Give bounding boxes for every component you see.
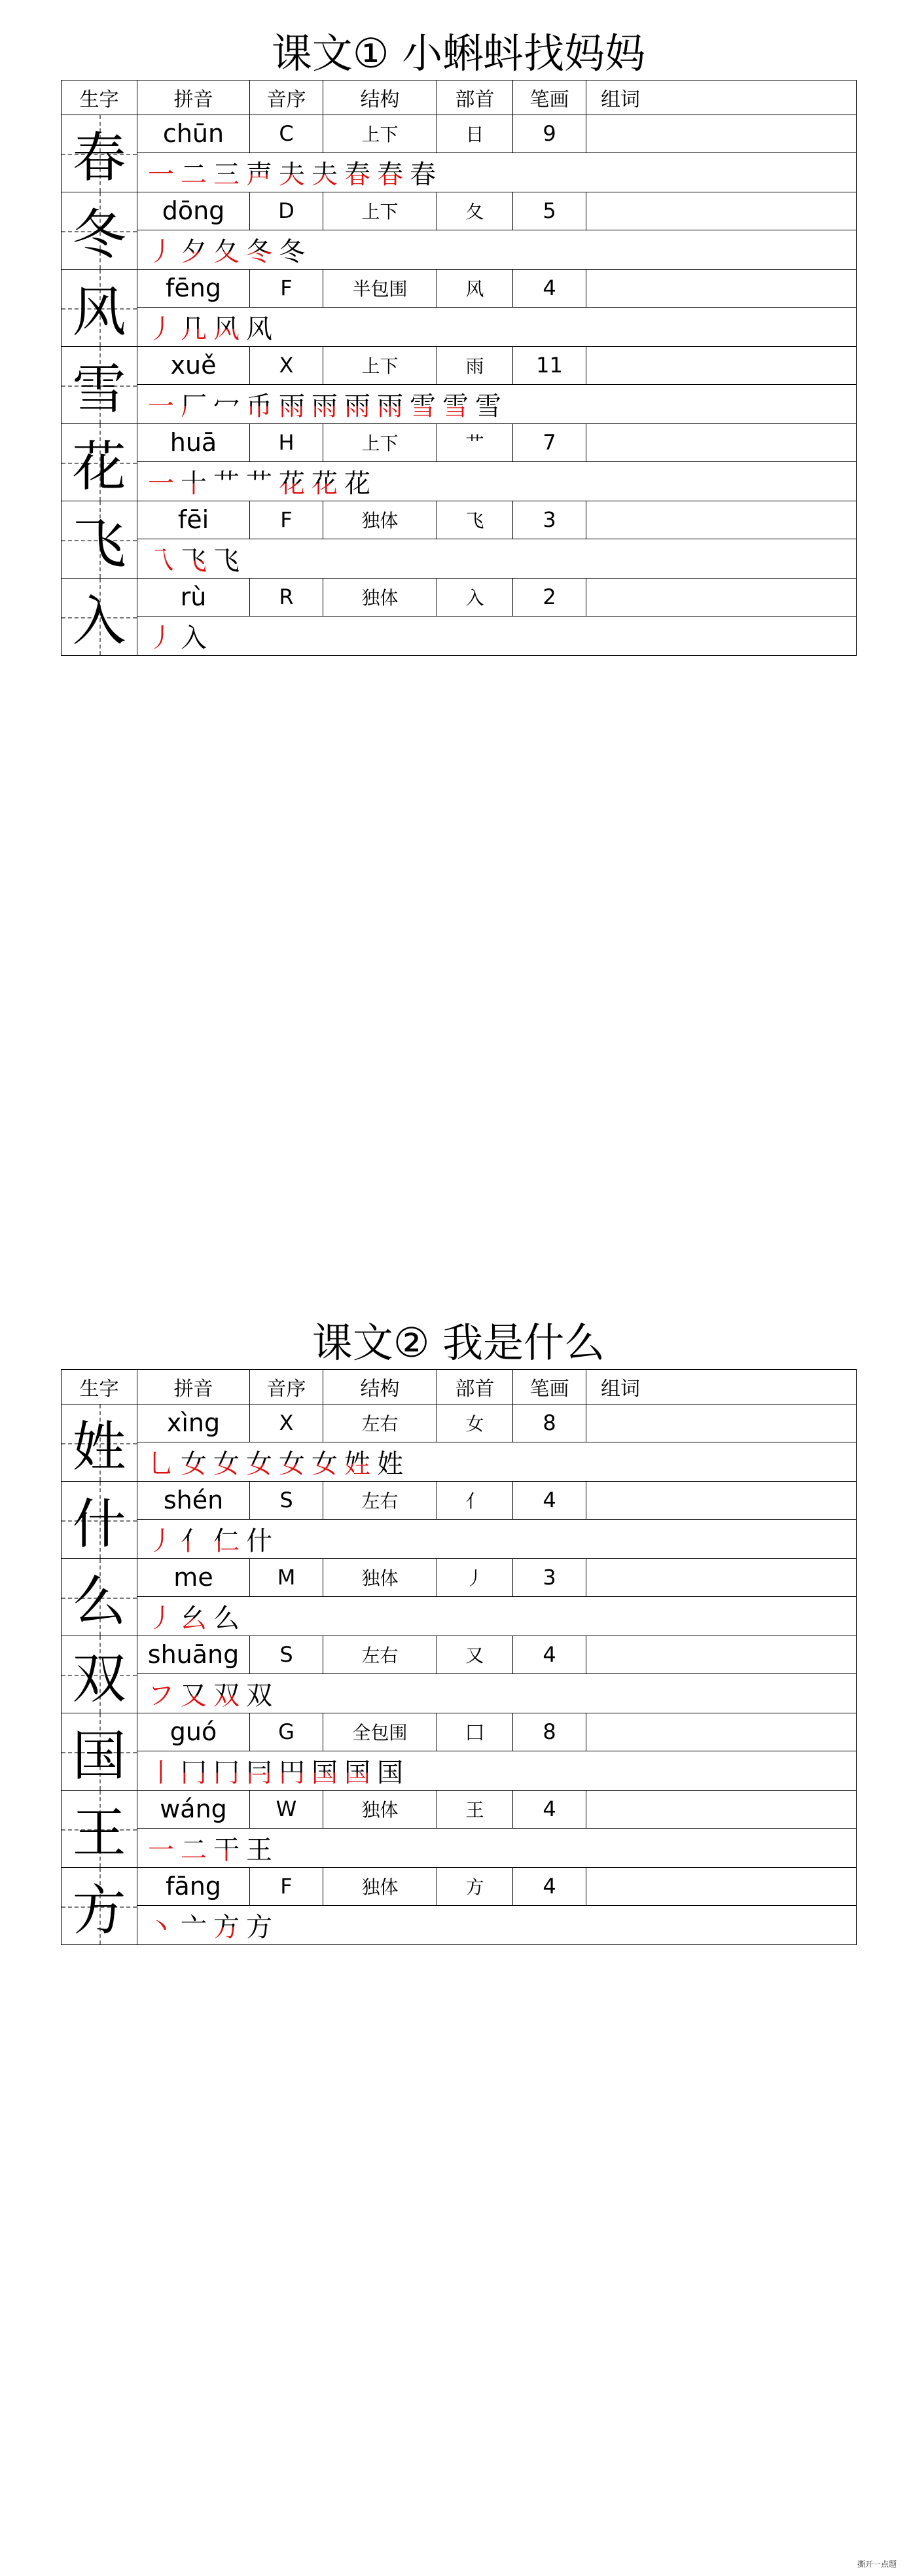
- character: 么: [72, 1571, 126, 1633]
- character: 雪: [72, 359, 126, 421]
- character: 风: [72, 281, 126, 344]
- character-table: [61, 1369, 857, 1945]
- bihua-cell: 3: [513, 501, 586, 539]
- character-cell: [62, 1868, 137, 1945]
- header-yinxu: 音序: [250, 1370, 323, 1404]
- stroke-step: 冬: [279, 236, 305, 267]
- stroke-step: 冬: [246, 231, 272, 268]
- table-row: [62, 115, 857, 153]
- stroke-order-row: [62, 1519, 857, 1558]
- lesson-title: 课文② 我是什么: [312, 1319, 605, 1367]
- header-row: [62, 1370, 857, 1404]
- jiegou-cell: 独体: [323, 1868, 437, 1906]
- character-cell: [62, 347, 137, 424]
- bihua-cell: 2: [513, 579, 586, 617]
- table-row: [62, 192, 857, 230]
- stroke-order-cell: [137, 1828, 857, 1867]
- header-bushou: 部首: [437, 1370, 513, 1404]
- bushou-cell: 风: [437, 270, 513, 308]
- character: 王: [72, 1802, 126, 1865]
- stroke-step: 艹: [246, 463, 272, 500]
- bushou-cell: 亻: [437, 1482, 513, 1520]
- yinxu-cell: F: [250, 1868, 323, 1906]
- jiegou-cell: 上下: [323, 115, 437, 153]
- stroke-step: 二: [181, 1829, 207, 1867]
- stroke-order-row: [62, 461, 857, 501]
- jiegou-cell: 半包围: [323, 270, 437, 308]
- stroke-order-row: [62, 152, 857, 192]
- table-row: [62, 1868, 857, 1906]
- yinxu-cell: S: [250, 1636, 323, 1674]
- stroke-order-cell: [137, 1596, 857, 1636]
- zuci-cell: [586, 1713, 857, 1751]
- stroke-order-cell: [137, 1751, 857, 1790]
- bushou-cell: 雨: [437, 347, 513, 385]
- stroke-order-row: [62, 1751, 857, 1790]
- character: 春: [72, 127, 126, 189]
- header-pinyin: 拼音: [137, 80, 250, 115]
- pinyin-cell: guó: [137, 1713, 250, 1751]
- stroke-step: 雨: [279, 385, 305, 423]
- stroke-step: 花: [279, 463, 305, 500]
- character-cell: [62, 192, 137, 270]
- stroke-step: 夫: [312, 154, 338, 191]
- jiegou-cell: 上下: [323, 347, 437, 385]
- table-row: [62, 579, 857, 617]
- lesson-1: [61, 27, 856, 656]
- character: 方: [72, 1880, 126, 1942]
- stroke-step: 夂: [213, 231, 240, 268]
- character-cell: [62, 1636, 137, 1713]
- stroke-step: 双: [213, 1675, 240, 1712]
- stroke-order-cell: [137, 384, 857, 423]
- character: 入: [72, 590, 126, 653]
- stroke-step: 雨: [377, 385, 403, 423]
- stroke-step: 乚: [148, 1448, 174, 1479]
- table-row: [62, 347, 857, 385]
- header-zuci: 组词: [586, 80, 857, 115]
- stroke-order-row: [62, 1828, 857, 1867]
- stroke-step: 春: [410, 159, 436, 190]
- jiegou-cell: 左右: [323, 1404, 437, 1442]
- stroke-step: 风: [246, 313, 272, 344]
- yinxu-cell: R: [250, 579, 323, 617]
- jiegou-cell: 独体: [323, 1559, 437, 1597]
- header-jiegou: 结构: [323, 1370, 437, 1404]
- stroke-step: 女: [181, 1443, 207, 1480]
- stroke-step: 么: [213, 1603, 240, 1634]
- bihua-cell: 9: [513, 115, 586, 153]
- character-cell: [62, 1404, 137, 1482]
- stroke-step: 仁: [213, 1520, 240, 1558]
- table-row: [62, 501, 857, 539]
- stroke-step: 方: [246, 1912, 272, 1942]
- yinxu-cell: G: [250, 1713, 323, 1751]
- stroke-step: 声: [246, 154, 272, 191]
- zuci-cell: [586, 270, 857, 308]
- stroke-step: 双: [246, 1680, 272, 1711]
- stroke-step: 亻: [181, 1520, 207, 1558]
- bihua-cell: 4: [513, 1636, 586, 1674]
- stroke-step: 风: [213, 308, 240, 346]
- bushou-cell: 艹: [437, 424, 513, 462]
- zuci-cell: [586, 579, 857, 617]
- character-cell: [62, 1791, 137, 1868]
- stroke-step: 雪: [475, 391, 501, 421]
- stroke-step: 冖: [213, 385, 240, 423]
- pinyin-cell: fēng: [137, 270, 250, 308]
- character-cell: [62, 579, 137, 656]
- lesson-title: 课文① 小蝌蚪找妈妈: [271, 29, 646, 77]
- yinxu-cell: W: [250, 1791, 323, 1829]
- jiegou-cell: 独体: [323, 579, 437, 617]
- table-row: [62, 1636, 857, 1674]
- table-row: [62, 270, 857, 308]
- stroke-step: 一: [148, 159, 174, 190]
- stroke-step: 冂: [181, 1752, 207, 1789]
- zuci-cell: [586, 501, 857, 539]
- table-row: [62, 1791, 857, 1829]
- bihua-cell: 7: [513, 424, 586, 462]
- stroke-order-row: [62, 1673, 857, 1713]
- stroke-order-cell: [137, 307, 857, 346]
- stroke-step: 冃: [246, 1752, 272, 1789]
- stroke-step: 国: [344, 1752, 370, 1789]
- yinxu-cell: F: [250, 270, 323, 308]
- bihua-cell: 8: [513, 1404, 586, 1442]
- stroke-step: 厂: [181, 385, 207, 423]
- stroke-step: 女: [246, 1443, 272, 1480]
- zuci-cell: [586, 424, 857, 462]
- stroke-step: 干: [213, 1829, 240, 1867]
- stroke-step: 雪: [410, 385, 436, 423]
- stroke-step: 花: [344, 468, 370, 499]
- stroke-order-row: [62, 307, 857, 346]
- table-body: [62, 115, 857, 656]
- character: 姓: [72, 1416, 126, 1478]
- zuci-cell: [586, 1482, 857, 1520]
- stroke-step: 円: [279, 1752, 305, 1789]
- stroke-step: 又: [181, 1675, 207, 1712]
- stroke-order-row: [62, 1905, 857, 1944]
- character: 什: [72, 1494, 126, 1556]
- bushou-cell: 王: [437, 1791, 513, 1829]
- character-cell: [62, 1482, 137, 1559]
- character-cell: [62, 270, 137, 347]
- zuci-cell: [586, 1791, 857, 1829]
- stroke-step: 女: [312, 1443, 338, 1480]
- yinxu-cell: M: [250, 1559, 323, 1597]
- header-jiegou: 结构: [323, 80, 437, 115]
- lesson-2: [61, 1317, 856, 1945]
- character: 飞: [72, 513, 126, 575]
- pinyin-cell: xuě: [137, 347, 250, 385]
- zuci-cell: [586, 115, 857, 153]
- stroke-step: 冂: [213, 1752, 240, 1789]
- stroke-step: 方: [213, 1906, 240, 1944]
- yinxu-cell: H: [250, 424, 323, 462]
- bushou-cell: 入: [437, 579, 513, 617]
- stroke-order-cell: [137, 539, 857, 578]
- stroke-step: 飞: [213, 545, 240, 576]
- pinyin-cell: fēi: [137, 501, 250, 539]
- stroke-step: 三: [213, 154, 240, 191]
- jiegou-cell: 上下: [323, 424, 437, 462]
- bihua-cell: 4: [513, 1482, 586, 1520]
- character-cell: [62, 1713, 137, 1791]
- pinyin-cell: shén: [137, 1482, 250, 1520]
- bushou-cell: 女: [437, 1404, 513, 1442]
- stroke-step: 入: [181, 622, 207, 653]
- stroke-step: 亠: [181, 1906, 207, 1944]
- bihua-cell: 8: [513, 1713, 586, 1751]
- stroke-step: 姓: [344, 1443, 370, 1480]
- stroke-order-cell: [137, 1442, 857, 1481]
- stroke-order-cell: [137, 230, 857, 269]
- stroke-step: 几: [181, 308, 207, 346]
- stroke-order-cell: [137, 461, 857, 501]
- stroke-step: 王: [246, 1834, 272, 1865]
- stroke-step: 一: [148, 1834, 174, 1865]
- stroke-order-row: [62, 1442, 857, 1481]
- bushou-cell: 日: [437, 115, 513, 153]
- stroke-step: 二: [181, 154, 207, 191]
- stroke-order-cell: [137, 152, 857, 192]
- jiegou-cell: 全包围: [323, 1713, 437, 1751]
- pinyin-cell: me: [137, 1559, 250, 1597]
- stroke-order-row: [62, 616, 857, 655]
- stroke-step: 女: [279, 1443, 305, 1480]
- stroke-step: 幺: [181, 1598, 207, 1635]
- pinyin-cell: wáng: [137, 1791, 250, 1829]
- bushou-cell: 又: [437, 1636, 513, 1674]
- character-cell: [62, 501, 137, 579]
- pinyin-cell: shuāng: [137, 1636, 250, 1674]
- bihua-cell: 11: [513, 347, 586, 385]
- zuci-cell: [586, 1404, 857, 1442]
- zuci-cell: [586, 1559, 857, 1597]
- stroke-step: 夕: [181, 231, 207, 268]
- bihua-cell: 3: [513, 1559, 586, 1597]
- stroke-step: 丿: [148, 1603, 174, 1634]
- pinyin-cell: xìng: [137, 1404, 250, 1442]
- stroke-step: 丿: [148, 1526, 174, 1556]
- stroke-order-cell: [137, 1673, 857, 1713]
- bushou-cell: 夂: [437, 192, 513, 230]
- stroke-step: 雨: [312, 385, 338, 423]
- character: 冬: [72, 204, 126, 266]
- table-body: [62, 1404, 857, 1945]
- jiegou-cell: 左右: [323, 1482, 437, 1520]
- footer-note: 撕开一点题: [857, 2560, 897, 2569]
- stroke-step: 艹: [213, 463, 240, 500]
- character: 双: [72, 1648, 126, 1710]
- stroke-step: 花: [312, 463, 338, 500]
- yinxu-cell: S: [250, 1482, 323, 1520]
- yinxu-cell: X: [250, 347, 323, 385]
- stroke-step: フ: [148, 1680, 174, 1711]
- bihua-cell: 5: [513, 192, 586, 230]
- stroke-step: 一: [148, 468, 174, 499]
- bushou-cell: 丿: [437, 1559, 513, 1597]
- pinyin-cell: fāng: [137, 1868, 250, 1906]
- yinxu-cell: F: [250, 501, 323, 539]
- zuci-cell: [586, 192, 857, 230]
- bihua-cell: 4: [513, 270, 586, 308]
- table-row: [62, 1559, 857, 1597]
- jiegou-cell: 上下: [323, 192, 437, 230]
- character-cell: [62, 424, 137, 501]
- stroke-step: 币: [246, 385, 272, 423]
- table-row: [62, 1713, 857, 1751]
- yinxu-cell: X: [250, 1404, 323, 1442]
- stroke-order-cell: [137, 1519, 857, 1558]
- stroke-step: 女: [213, 1443, 240, 1480]
- yinxu-cell: C: [250, 115, 323, 153]
- stroke-step: 丶: [148, 1912, 174, 1942]
- header-zuci: 组词: [586, 1370, 857, 1404]
- stroke-order-cell: [137, 616, 857, 655]
- header-bihua: 笔画: [513, 80, 586, 115]
- stroke-step: 乁: [148, 545, 174, 576]
- stroke-order-cell: [137, 1905, 857, 1944]
- bihua-cell: 4: [513, 1868, 586, 1906]
- pinyin-cell: huā: [137, 424, 250, 462]
- header-shengzi: 生字: [62, 1370, 137, 1404]
- jiegou-cell: 独体: [323, 501, 437, 539]
- stroke-step: 十: [181, 463, 207, 500]
- stroke-order-row: [62, 230, 857, 269]
- pinyin-cell: chūn: [137, 115, 250, 153]
- stroke-order-row: [62, 539, 857, 578]
- bihua-cell: 4: [513, 1791, 586, 1829]
- stroke-step: 春: [344, 154, 370, 191]
- bushou-cell: 囗: [437, 1713, 513, 1751]
- stroke-step: 丿: [148, 313, 174, 344]
- table-row: [62, 1482, 857, 1520]
- character: 花: [72, 436, 126, 498]
- jiegou-cell: 独体: [323, 1791, 437, 1829]
- header-row: [62, 80, 857, 115]
- character: 国: [72, 1725, 126, 1787]
- header-bihua: 笔画: [513, 1370, 586, 1404]
- character-cell: [62, 115, 137, 192]
- table-row: [62, 1404, 857, 1442]
- stroke-step: 国: [312, 1752, 338, 1789]
- stroke-step: 春: [377, 154, 403, 191]
- stroke-step: 飞: [181, 540, 207, 577]
- header-pinyin: 拼音: [137, 1370, 250, 1404]
- stroke-step: 丿: [148, 622, 174, 653]
- jiegou-cell: 左右: [323, 1636, 437, 1674]
- pinyin-cell: dōng: [137, 192, 250, 230]
- stroke-step: 丨: [148, 1757, 174, 1788]
- header-yinxu: 音序: [250, 80, 323, 115]
- stroke-step: 姓: [377, 1448, 403, 1479]
- bushou-cell: 方: [437, 1868, 513, 1906]
- zuci-cell: [586, 347, 857, 385]
- table-row: [62, 424, 857, 462]
- stroke-step: 雨: [344, 385, 370, 423]
- character-cell: [62, 1559, 137, 1636]
- yinxu-cell: D: [250, 192, 323, 230]
- pinyin-cell: rù: [137, 579, 250, 617]
- stroke-order-row: [62, 384, 857, 423]
- stroke-step: 夫: [279, 154, 305, 191]
- stroke-step: 一: [148, 391, 174, 421]
- stroke-step: 雪: [442, 385, 469, 423]
- stroke-step: 国: [377, 1757, 403, 1788]
- character-table: [61, 80, 857, 656]
- stroke-step: 什: [246, 1526, 272, 1556]
- header-shengzi: 生字: [62, 80, 137, 115]
- header-bushou: 部首: [437, 80, 513, 115]
- zuci-cell: [586, 1636, 857, 1674]
- stroke-order-row: [62, 1596, 857, 1636]
- stroke-step: 丿: [148, 236, 174, 267]
- bushou-cell: 飞: [437, 501, 513, 539]
- zuci-cell: [586, 1868, 857, 1906]
